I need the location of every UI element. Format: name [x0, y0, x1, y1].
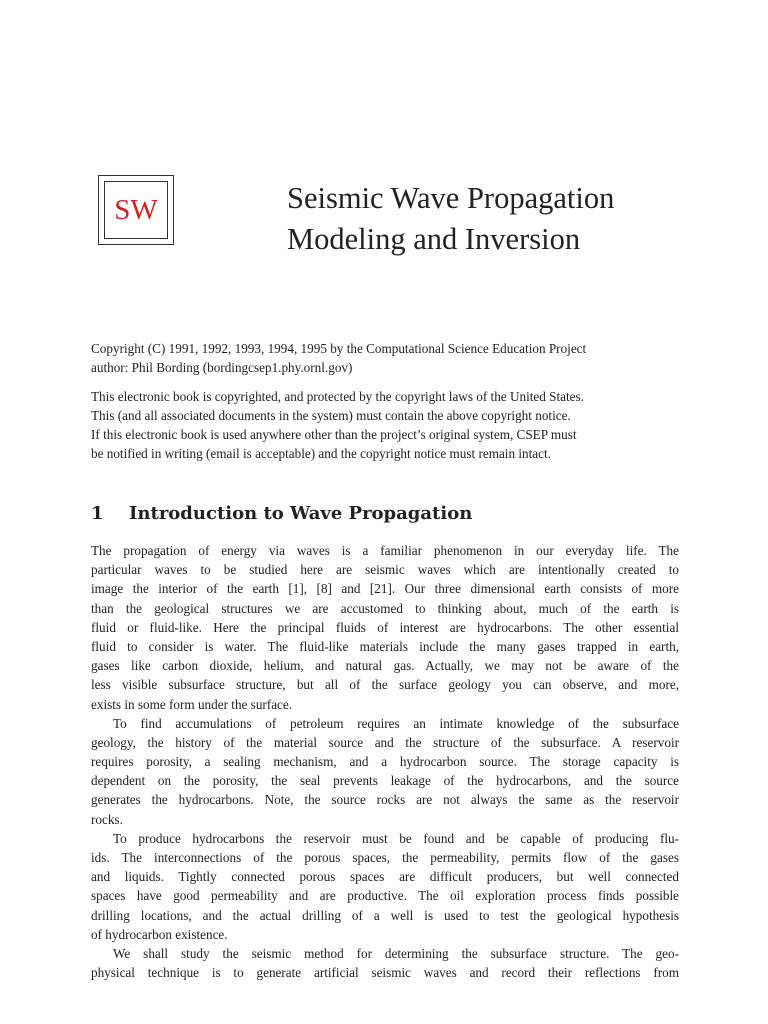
section-heading: [91, 502, 472, 526]
text-line: than the geological structures we are accustomed to thinking about, much of the earth is: [91, 600, 679, 616]
author-line: author: Phil Bording (bordingcsep1.phy.ornl.gov): [91, 360, 353, 375]
text-line: particular waves to be studied here are seismic waves which are intentionally created to: [91, 562, 679, 578]
text-line: drilling locations, and the actual drilling of a well is used to test the geological hypothesis: [91, 907, 679, 923]
copyright-block: [91, 339, 679, 377]
text-line: generates the hydrocarbons. Note, the source rocks are not always the same as the reservoir: [91, 792, 679, 808]
text-line: spaces have good permeability and are productive. The oil exploration process finds possible: [91, 888, 679, 904]
paragraph-4: [91, 944, 679, 982]
text-line: physical technique is to generate artificial seismic waves and record their reflections from: [91, 965, 679, 981]
text-line: fluid to consider is water. The fluid-like materials include the many gases trapped in earth,: [91, 638, 679, 654]
sw-logo-text: SW: [114, 193, 158, 226]
text-line: image the interior of the earth [1], [8] and [21]. Our three dimensional earth consists of more: [91, 581, 679, 597]
text-line: requires porosity, a sealing mechanism, and a hydrocarbon source. The storage capacity is: [91, 754, 679, 770]
notice-line: This (and all associated documents in the system) must contain the above copyright notice.: [91, 408, 571, 423]
notice-line: be notified in writing (email is acceptable) and the copyright notice must remain intact.: [91, 446, 551, 461]
notice-line: If this electronic book is used anywhere other than the project’s original system, CSEP must: [91, 427, 577, 442]
text-line: gases like carbon dioxide, helium, and natural gas. Actually, we may not be aware of the: [91, 658, 679, 674]
text-line: dependent on the porosity, the seal prevents leakage of the hydrocarbons, and the source: [91, 773, 679, 789]
text-line: less visible subsurface structure, but all of the surface geology you can observe, and more,: [91, 677, 679, 693]
sw-logo-inner-frame: [104, 181, 168, 239]
text-line: rocks.: [91, 811, 123, 827]
text-line: ids. The interconnections of the porous spaces, the permeability, permits flow of the gases: [91, 850, 679, 865]
title-line-2: Modeling and Inversion: [287, 222, 581, 256]
title-line-1: Seismic Wave Propagation: [287, 181, 615, 215]
copyright-line: Copyright (C) 1991, 1992, 1993, 1994, 1995 by the Computational Science Education Project: [91, 341, 587, 356]
notice-line: This electronic book is copyrighted, and protected by the copyright laws of the United States.: [91, 389, 584, 404]
document-title: [287, 178, 727, 260]
section-number: 1: [91, 503, 104, 524]
paragraph-1: [91, 541, 679, 714]
section-title: Introduction to Wave Propagation: [129, 503, 473, 524]
text-line: of hydrocarbon existence.: [91, 926, 228, 942]
text-line: The propagation of energy via waves is a familiar phenomenon in our everyday life. The: [91, 543, 679, 558]
body-text: [91, 541, 679, 982]
text-line: To produce hydrocarbons the reservoir must be found and be capable of producing flu-: [113, 830, 679, 846]
paragraph-2: [91, 714, 679, 829]
text-line: fluid or fluid-like. Here the principal fluids of interest are hydrocarbons. The other essential: [91, 619, 679, 635]
text-line: geology, the history of the material source and the structure of the subsurface. A reservoir: [91, 734, 679, 750]
sw-logo: [98, 175, 174, 245]
text-line: To find accumulations of petroleum requires an intimate knowledge of the subsurface: [113, 715, 679, 731]
paragraph-3: [91, 829, 679, 944]
copyright-notice: [91, 387, 679, 463]
text-line: exists in some form under the surface.: [91, 696, 293, 712]
text-line: We shall study the seismic method for determining the subsurface structure. The geo-: [113, 945, 679, 961]
text-line: and liquids. Tightly connected porous spaces are difficult producers, but well connected: [91, 869, 679, 885]
